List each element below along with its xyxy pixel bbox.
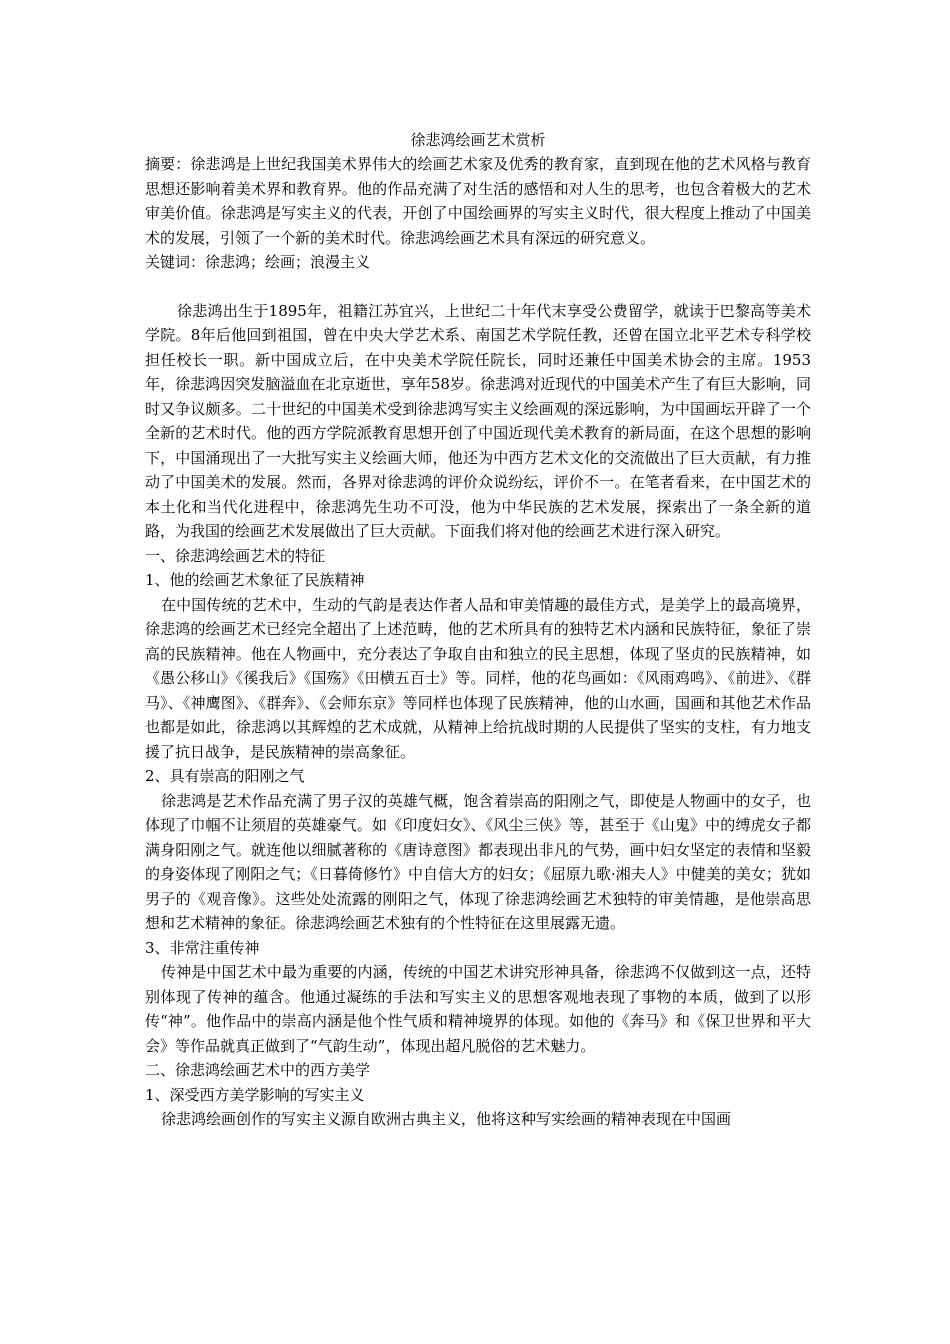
blank-line (145, 275, 811, 299)
subsection-heading: 3、非常注重传神 (145, 938, 260, 957)
subsection-heading: 2、具有崇高的阳刚之气 (145, 767, 305, 785)
keywords-line: 关键词：徐悲鸿；绘画；浪漫主义 (145, 253, 371, 271)
section-heading: 一、徐悲鸿绘画艺术的特征 (145, 546, 326, 565)
body-paragraph: 徐悲鸿是艺术作品充满了男子汉的英雄气概，饱含着崇高的阳刚之气，即使是人物画中的女子，也体现了巾帼不让须眉的英雄豪气。如《印度妇女》、《风尘三侠》等，甚至于《山鬼》中的缚虎女子都满身阳刚之气。就连他以细腻著称的《唐诗意图》都表现出非凡的气势，画中妇女坚定的表情和坚毅的身姿体现了刚阳之气；《日暮倚修竹》中自信大方的妇女；《屈原九歌·湘夫人》中健美的美女；犹如男子的《观音像》。这些处处流露的刚阳之气，体现了徐悲鸿绘画艺术独特的审美情趣，是他崇高思想和艺术精神的象征。徐悲鸿绘画艺术独有的个性特征在这里展露无遗。 (145, 791, 811, 932)
body-paragraph: 徐悲鸿绘画创作的写实主义源自欧洲古典主义，他将这种写实绘画的精神表现在中国画 (161, 1110, 732, 1128)
intro-paragraph: 徐悲鸿出生于1895年，祖籍江苏宜兴，上世纪二十年代末享受公费留学，就读于巴黎高等美术学院。8年后他回到祖国，曾在中央大学艺术系、南国艺术学院任教，还曾在国立北平艺术专科学校担任校长一职。新中国成立后，在中央美术学院任院长，同时还兼任中国美术协会的主席。1953年，徐悲鸿因突发脑溢血在北京逝世，享年58岁。徐悲鸿对近现代的中国美术产生了有巨大影响，同时又争议颇多。二十世纪的中国美术受到徐悲鸿写实主义绘画观的深远影响，为中国画坛开辟了一个全新的艺术时代。他的西方学院派教育思想开创了中国近现代美术教育的新局面，在这个思想的影响下，中国涌现出了一大批写实主义绘画大师，他还为中西方艺术文化的交流做出了巨大贡献，有力推动了中国美术的发展。然而，各界对徐悲鸿的评价众说纷纭，评价不一。在笔者看来，在中国艺术的本土化和当代化进程中，徐悲鸿先生功不可没，他为中华民族的艺术发展，探索出了一条全新的道路，为我国的绘画艺术发展做出了巨大贡献。下面我们将对他的绘画艺术进行深入研究。 (145, 301, 811, 540)
document-title: 徐悲鸿绘画艺术赏析 (410, 131, 546, 149)
subsection-heading: 1、深受西方美学影响的写实主义 (145, 1085, 365, 1104)
abstract-paragraph: 摘要：徐悲鸿是上世纪我国美术界伟大的绘画艺术家及优秀的教育家，直到现在他的艺术风格与教育思想还影响着美术界和教育界。他的作品充满了对生活的感悟和对人生的思考，也包含着极大的艺术审美价值。徐悲鸿是写实主义的代表，开创了中国绘画界的写实主义时代，很大程度上推动了中国美术的发展，引领了一个新的美术时代。徐悲鸿绘画艺术具有深远的研究意义。 (145, 155, 811, 247)
body-paragraph: 在中国传统的艺术中，生动的气韵是表达作者人品和审美情趣的最佳方式，是美学上的最高境界，徐悲鸿的绘画艺术已经完全超出了上述范畴，他的艺术所具有的独特艺术内涵和民族特征，象征了崇高的民族精神。他在人物画中，充分表达了争取自由和独立的民主思想，体现了坚贞的民族精神，如《愚公移山》《徯我后》《国殇》《田横五百士》等。同样，他的花鸟画如：《风雨鸡鸣》、《前进》、《群马》、《神鹰图》、《群奔》、《会师东京》等同样也体现了民族精神，他的山水画，国画和其他艺术作品也都是如此，徐悲鸿以其辉煌的艺术成就，从精神上给抗战时期的人民提供了坚实的支柱，有力地支援了抗日战争，是民族精神的崇高象征。 (145, 595, 811, 761)
document-page (145, 128, 811, 1132)
section-heading: 二、徐悲鸿绘画艺术中的西方美学 (145, 1061, 371, 1079)
subsection-heading: 1、他的绘画艺术象征了民族精神 (145, 571, 365, 589)
body-paragraph: 传神是中国艺术中最为重要的内涵，传统的中国艺术讲究形神具备，徐悲鸿不仅做到这一点，还特别体现了传神的蕴含。他通过凝练的手法和写实主义的思想客观地表现了事物的本质，做到了以形传“神”。他作品中的崇高内涵是他个性气质和精神境界的体现。如他的《奔马》和《保卫世界和平大会》等作品就真正做到了“气韵生动”，体现出超凡脱俗的艺术魅力。 (145, 963, 811, 1055)
